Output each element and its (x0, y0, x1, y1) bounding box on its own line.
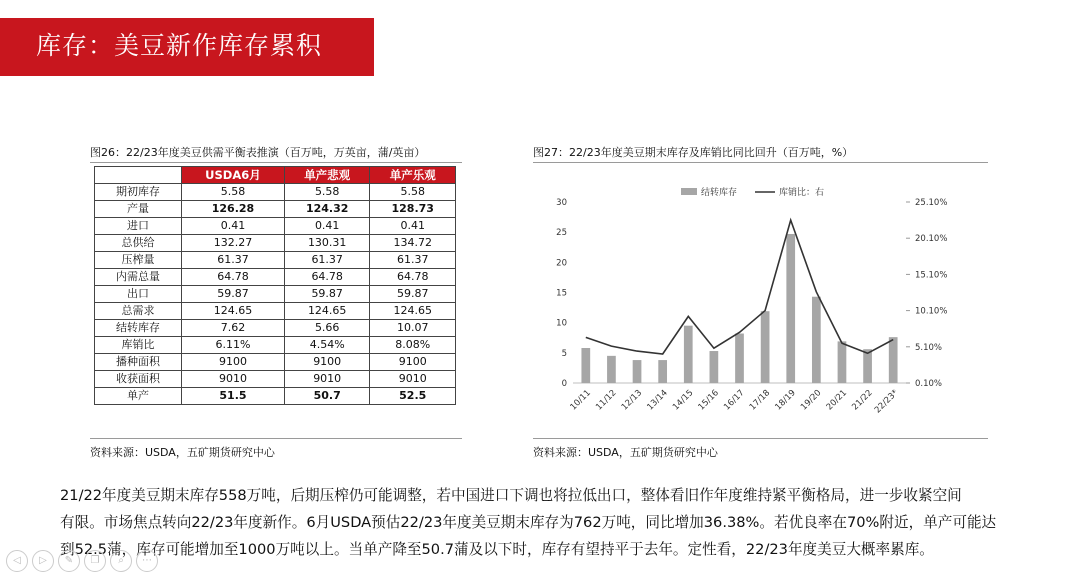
legend-bar-label: 结转库存 (701, 188, 738, 198)
table-row (95, 252, 456, 269)
inventory-bar (838, 341, 847, 383)
row-value: 128.73 (370, 201, 456, 218)
inventory-bar (658, 360, 667, 383)
row-value: 126.28 (182, 201, 285, 218)
x-tick-label: 20/21 (824, 388, 850, 413)
row-value: 130.31 (284, 235, 370, 252)
row-value: 10.07 (370, 320, 456, 337)
prev-icon[interactable]: ◁ (6, 550, 28, 572)
pen-icon[interactable]: ✎ (58, 550, 80, 572)
row-value: 64.78 (182, 269, 285, 286)
body-line-2: 有限。市场焦点转向22/23年度新作。6月USDA预估22/23年度美豆期末库存为762万吨，同比增加36.38%。若优良率在70%附近，单产可能达 (60, 514, 997, 531)
row-label: 总供给 (95, 235, 182, 252)
next-icon[interactable]: ▷ (32, 550, 54, 572)
table-row (95, 269, 456, 286)
x-tick-label: 21/22 (850, 388, 875, 413)
table-source-rule (90, 438, 462, 439)
x-tick-label: 15/16 (696, 388, 722, 413)
right-tick-label: 0.10% (915, 379, 943, 389)
left-tick-label: 0 (561, 379, 567, 389)
row-label: 单产 (95, 388, 182, 405)
inventory-bar (710, 351, 719, 383)
left-tick-label: 15 (556, 288, 567, 299)
row-value: 64.78 (370, 269, 456, 286)
chart-caption: 图27：22/23年度美豆期末库存及库销比同比回升（百万吨，%） (533, 146, 854, 159)
inventory-bar (684, 326, 693, 383)
zoom-icon[interactable]: ⌕ (110, 550, 132, 572)
left-tick-label: 5 (561, 348, 567, 359)
row-value: 0.41 (182, 218, 285, 235)
row-label: 出口 (95, 286, 182, 303)
x-tick-label: 12/13 (619, 388, 645, 413)
table-header-pessimistic: 单产悲观 (284, 167, 370, 184)
body-paragraph (60, 482, 1060, 563)
table-body (95, 184, 456, 405)
row-value: 52.5 (370, 388, 456, 405)
row-value: 8.08% (370, 337, 456, 354)
left-tick-label: 20 (556, 258, 567, 269)
right-tick-label: 15.10% (915, 270, 948, 281)
table-row (95, 303, 456, 320)
row-label: 压榨量 (95, 252, 182, 269)
row-value: 7.62 (182, 320, 285, 337)
row-label: 期初库存 (95, 184, 182, 201)
table-row (95, 388, 456, 405)
x-tick-label: 18/19 (773, 388, 798, 413)
x-tick-label: 22/23* (872, 388, 901, 416)
row-value: 5.58 (370, 184, 456, 201)
table-caption: 图26：22/23年度美豆供需平衡表推演（百万吨，万英亩，蒲/英亩） (90, 146, 426, 159)
row-value: 6.11% (182, 337, 285, 354)
table-header-optimistic: 单产乐观 (370, 167, 456, 184)
row-label: 内需总量 (95, 269, 182, 286)
body-line-3: 到52.5蒲，库存可能增加至1000万吨以上。当单产降至50.7蒲及以下时，库存有望持平于去年。定性看，22/23年度美豆大概率累库。 (60, 541, 934, 558)
chart-caption-rule (533, 162, 988, 163)
table-row (95, 201, 456, 218)
inventory-bar (761, 311, 770, 383)
table-row (95, 371, 456, 388)
body-line-1: 21/22年度美豆期末库存558万吨，后期压榨仍可能调整，若中国进口下调也将拉低出口，整体看旧作年度维持紧平衡格局，进一步收紧空间 (60, 487, 962, 504)
table-row (95, 184, 456, 201)
chart-source-rule (533, 438, 988, 439)
row-label: 播种面积 (95, 354, 182, 371)
table-row (95, 320, 456, 337)
row-label: 结转库存 (95, 320, 182, 337)
more-icon[interactable]: ⋯ (136, 550, 158, 572)
table-header-usda: USDA6月 (182, 167, 285, 184)
row-value: 134.72 (370, 235, 456, 252)
slide-nav (6, 550, 158, 572)
left-tick-label: 25 (556, 228, 567, 239)
row-value: 9010 (182, 371, 285, 388)
copy-icon[interactable]: ❐ (84, 550, 106, 572)
table-caption-rule (90, 162, 462, 163)
row-value: 64.78 (284, 269, 370, 286)
row-label: 进口 (95, 218, 182, 235)
right-tick-label: 25.10% (915, 198, 948, 208)
right-tick-label: 5.10% (915, 342, 943, 353)
table-row (95, 337, 456, 354)
right-tick-label: 20.10% (915, 234, 948, 245)
row-value: 4.54% (284, 337, 370, 354)
left-tick-label: 30 (556, 198, 567, 208)
table-row (95, 286, 456, 303)
page-title: 库存：美豆新作库存累积 (36, 31, 323, 60)
row-value: 61.37 (284, 252, 370, 269)
table-header-blank (95, 167, 182, 184)
x-tick-label: 13/14 (645, 388, 670, 413)
row-value: 124.65 (370, 303, 456, 320)
legend-line-label: 库销比：右 (779, 188, 825, 198)
inventory-chart (533, 168, 988, 436)
supply-demand-table (94, 166, 456, 405)
row-label: 库销比 (95, 337, 182, 354)
inventory-bar (735, 334, 744, 383)
row-value: 9010 (370, 371, 456, 388)
inventory-bar (863, 349, 872, 383)
row-label: 收获面积 (95, 371, 182, 388)
table-row (95, 235, 456, 252)
row-value: 0.41 (284, 218, 370, 235)
row-label: 产量 (95, 201, 182, 218)
row-value: 5.66 (284, 320, 370, 337)
x-tick-label: 10/11 (568, 388, 593, 413)
legend-bar-swatch (681, 188, 697, 195)
row-value: 50.7 (284, 388, 370, 405)
row-value: 132.27 (182, 235, 285, 252)
inventory-bar (889, 337, 898, 383)
row-value: 61.37 (182, 252, 285, 269)
table-row (95, 218, 456, 235)
left-tick-label: 10 (556, 318, 567, 329)
x-tick-label: 16/17 (722, 388, 747, 413)
inventory-bar (607, 356, 616, 383)
row-label: 总需求 (95, 303, 182, 320)
row-value: 9100 (182, 354, 285, 371)
row-value: 59.87 (370, 286, 456, 303)
row-value: 0.41 (370, 218, 456, 235)
inventory-bar (581, 348, 590, 383)
table-source: 资料来源：USDA，五矿期货研究中心 (90, 446, 275, 459)
inventory-bar (633, 360, 642, 383)
row-value: 51.5 (182, 388, 285, 405)
row-value: 9100 (370, 354, 456, 371)
title-bar (0, 18, 374, 76)
row-value: 61.37 (370, 252, 456, 269)
row-value: 5.58 (182, 184, 285, 201)
row-value: 59.87 (284, 286, 370, 303)
row-value: 9100 (284, 354, 370, 371)
chart-source: 资料来源：USDA，五矿期货研究中心 (533, 446, 718, 459)
row-value: 9010 (284, 371, 370, 388)
row-value: 124.32 (284, 201, 370, 218)
right-tick-label: 10.10% (915, 306, 948, 317)
row-value: 5.58 (284, 184, 370, 201)
row-value: 59.87 (182, 286, 285, 303)
x-tick-label: 17/18 (747, 388, 773, 413)
table-row (95, 354, 456, 371)
x-tick-label: 11/12 (594, 388, 619, 413)
row-value: 124.65 (182, 303, 285, 320)
row-value: 124.65 (284, 303, 370, 320)
inventory-bar (812, 297, 821, 383)
x-tick-label: 14/15 (670, 388, 696, 413)
table-header-row (95, 167, 456, 184)
inventory-bar (786, 234, 795, 383)
x-tick-label: 19/20 (799, 388, 824, 413)
